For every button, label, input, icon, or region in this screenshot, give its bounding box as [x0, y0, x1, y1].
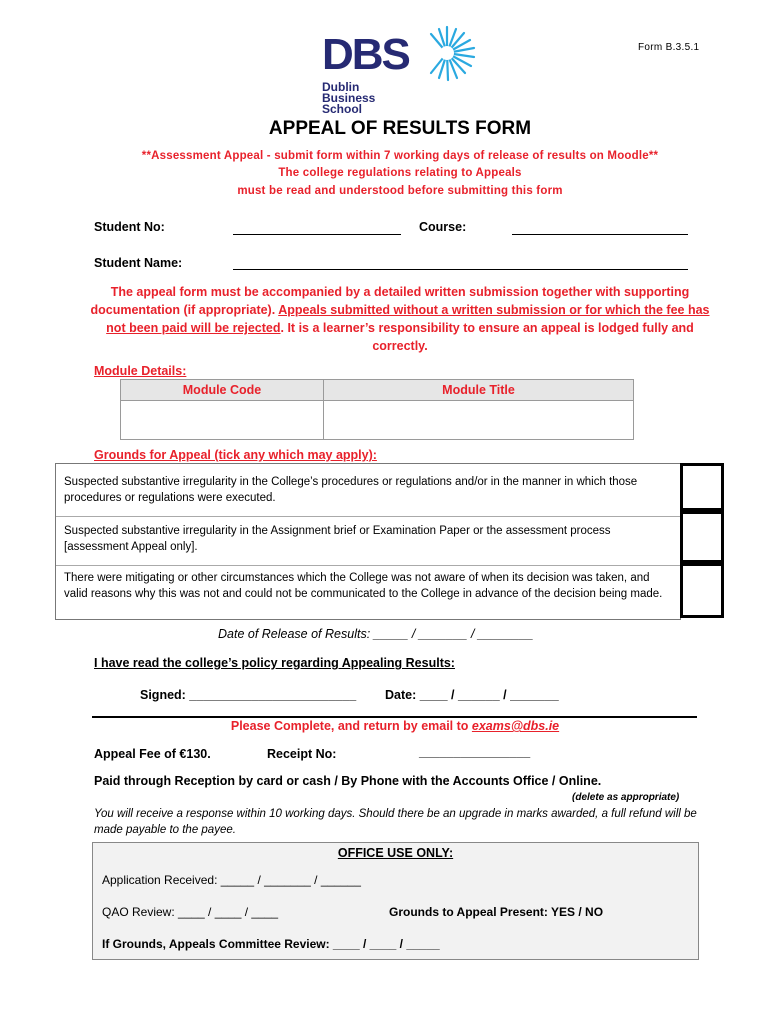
ground-3-checkbox[interactable] — [680, 563, 724, 618]
module-title-header: Module Title — [324, 380, 634, 401]
committee-review: If Grounds, Appeals Committee Review: ____ / ____ / _____ — [102, 937, 440, 951]
notice-part-2: Appeals submitted without a written submission or for which the fee has not been paid will be rejected — [106, 303, 710, 335]
module-title-cell[interactable] — [324, 401, 634, 440]
receipt-label: Receipt No: — [267, 747, 337, 761]
student-name-field[interactable] — [233, 269, 688, 270]
application-received: Application Received: _____ / _______ / ______ — [102, 873, 361, 887]
appeal-fee: Appeal Fee of €130. — [94, 747, 211, 761]
logo-burst-icon — [417, 22, 477, 84]
return-instructions — [0, 719, 770, 733]
module-code-header: Module Code — [121, 380, 324, 401]
course-label: Course: — [419, 220, 467, 234]
ground-option-2: Suspected substantive irregularity in the Assignment brief or Examination Paper or the assessment process [assessment Appeal only]. — [56, 516, 680, 565]
submission-notice — [80, 283, 720, 355]
subtitle-line-3: must be read and understood before submitting this form — [237, 185, 563, 197]
response-note: You will receive a response within 10 working days. Should there be an upgrade in marks awarded, a full refund will be made payable to the payee. — [94, 808, 697, 836]
signed-field[interactable]: Signed: ________________________ — [140, 688, 357, 702]
policy-read-statement: I have read the college’s policy regarding Appealing Results: — [94, 656, 455, 670]
dbs-logo — [322, 22, 482, 117]
notice-part-1: The appeal form must be accompanied by a detailed written submission together with supporting documentation (if appropriate). — [90, 285, 690, 317]
grounds-present: Grounds to Appeal Present: YES / NO — [389, 905, 604, 919]
return-prefix: Please Complete, and return by email to — [230, 719, 472, 733]
subtitle-line-1: **Assessment Appeal - submit form within 7 working days of release of results on Moodle** — [141, 150, 659, 162]
student-no-label: Student No: — [94, 220, 165, 234]
module-details-heading: Module Details: — [94, 364, 187, 378]
logo-line-1: Dublin — [322, 80, 360, 94]
ground-option-1: Suspected substantive irregularity in the College’s procedures or regulations and/or in the manner in which those procedures or regulations were executed. — [64, 476, 638, 504]
grounds-table — [55, 463, 681, 620]
grounds-heading: Grounds for Appeal (tick any which may apply): — [94, 448, 377, 462]
section-divider — [92, 716, 697, 718]
ground-2-checkbox[interactable] — [680, 511, 724, 563]
receipt-field[interactable]: ________________ — [419, 745, 531, 759]
student-name-label: Student Name: — [94, 256, 183, 270]
date-field[interactable]: Date: ____ / ______ / _______ — [385, 688, 559, 702]
student-no-field[interactable] — [233, 234, 401, 235]
return-email-link[interactable]: exams@dbs.ie — [471, 719, 560, 733]
module-table — [120, 379, 634, 440]
notice-part-3: . It is a learner’s responsibility to ensure an appeal is lodged fully and correctly. — [280, 321, 694, 353]
form-reference: Form B.3.5.1 — [638, 42, 700, 53]
delete-note: (delete as appropriate) — [572, 792, 680, 803]
course-field[interactable] — [512, 234, 688, 235]
date-of-release: Date of Release of Results: _____ / _______ / ________ — [218, 627, 534, 641]
page-title: APPEAL OF RESULTS FORM — [268, 118, 532, 139]
qao-review: QAO Review: ____ / ____ / ____ — [102, 905, 279, 919]
payment-methods: Paid through Reception by card or cash / By Phone with the Accounts Office / Online. — [94, 774, 602, 788]
subtitle-line-2: The college regulations relating to Appeals — [278, 167, 522, 179]
logo-line-3: School — [322, 102, 363, 116]
ground-1-checkbox[interactable] — [680, 463, 724, 511]
office-use-heading: OFFICE USE ONLY: — [337, 846, 454, 860]
office-use-box — [92, 842, 699, 960]
logo-mark: DBS — [322, 30, 409, 79]
logo-line-2: Business — [322, 91, 376, 105]
module-code-cell[interactable] — [121, 401, 324, 440]
ground-option-3: There were mitigating or other circumstances which the College was not aware of when its decision was taken, and valid reasons why this was not and could not be communicated to the College in advance of the decision being made. — [56, 565, 680, 619]
